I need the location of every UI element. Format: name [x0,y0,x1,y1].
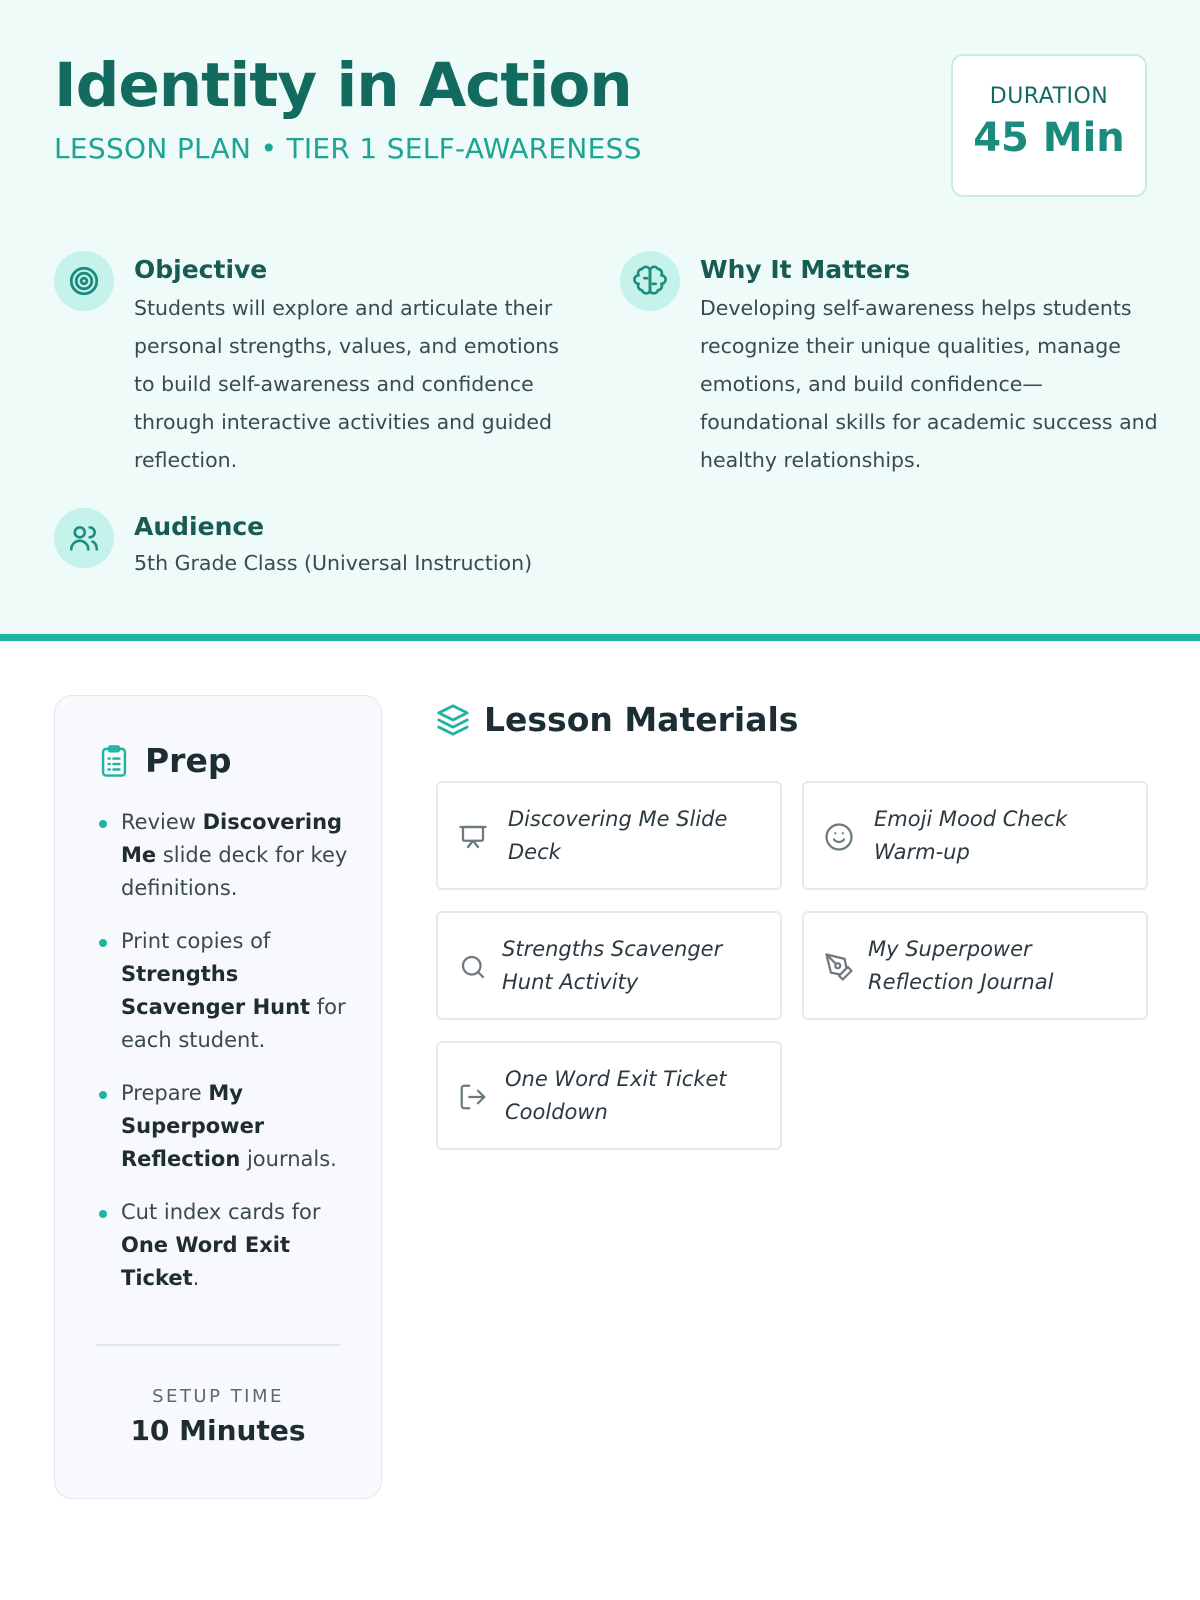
list-item: Prepare My Superpower Reflection journals. [99,1077,349,1176]
prep-list [99,806,349,1315]
duration-value: 45 Min [973,115,1125,161]
setup-time-value: 10 Minutes [130,1414,306,1447]
users-icon [54,508,114,568]
setup-time-label: SETUP TIME [152,1386,284,1407]
page-subtitle: LESSON PLAN • TIER 1 SELF-AWARENESS [54,132,642,165]
materials-title-row [436,700,798,739]
smile-icon [824,822,854,852]
audience-heading: Audience [134,512,265,541]
list-item: Review Discovering Me slide deck for key definitions. [99,806,349,905]
why-heading: Why It Matters [700,255,911,284]
prep-title-row [99,741,231,780]
why-text: Developing self-awareness helps students recognize their unique qualities, manage emotions, and build confidence—foundational skills for academic success and healthy relationships. [700,296,1158,472]
header-divider [0,634,1200,641]
material-label: Strengths Scavenger Hunt Activity [502,937,723,994]
duration-label: DURATION [989,84,1109,109]
list-item: Print copies of Strengths Scavenger Hunt for each student. [99,925,349,1057]
prep-title: Prep [145,741,232,780]
material-card-reflection-journal[interactable] [802,911,1148,1020]
material-card-slide-deck[interactable] [436,781,782,890]
material-label: Emoji Mood Check Warm-up [874,807,1068,864]
material-card-scavenger-hunt[interactable] [436,911,782,1020]
objective-text: Students will explore and articulate their personal strengths, values, and emotions to build self-awareness and confidence through interactive activities and guided reflection. [134,296,559,472]
target-icon [54,251,114,311]
material-label: Discovering Me Slide Deck [508,807,728,864]
presentation-icon [458,822,488,852]
material-label: One Word Exit Ticket Cooldown [505,1067,727,1124]
search-icon [458,952,488,982]
layers-icon [436,703,470,737]
prep-divider [96,1344,340,1346]
list-item: Cut index cards for One Word Exit Ticket. [99,1196,349,1295]
material-card-exit-ticket[interactable] [436,1041,782,1150]
audience-text: 5th Grade Class (Universal Instruction) [134,551,533,575]
duration-box [951,54,1147,197]
clipboard-list-icon [99,744,129,778]
material-card-mood-check[interactable] [802,781,1148,890]
objective-heading: Objective [134,255,268,284]
materials-title: Lesson Materials [484,700,799,739]
brain-icon [620,251,680,311]
material-label: My Superpower Reflection Journal [868,937,1054,994]
pen-tool-icon [824,952,854,982]
log-out-icon [458,1082,488,1112]
page-title: Identity in Action [54,50,632,121]
prep-card [54,695,382,1499]
